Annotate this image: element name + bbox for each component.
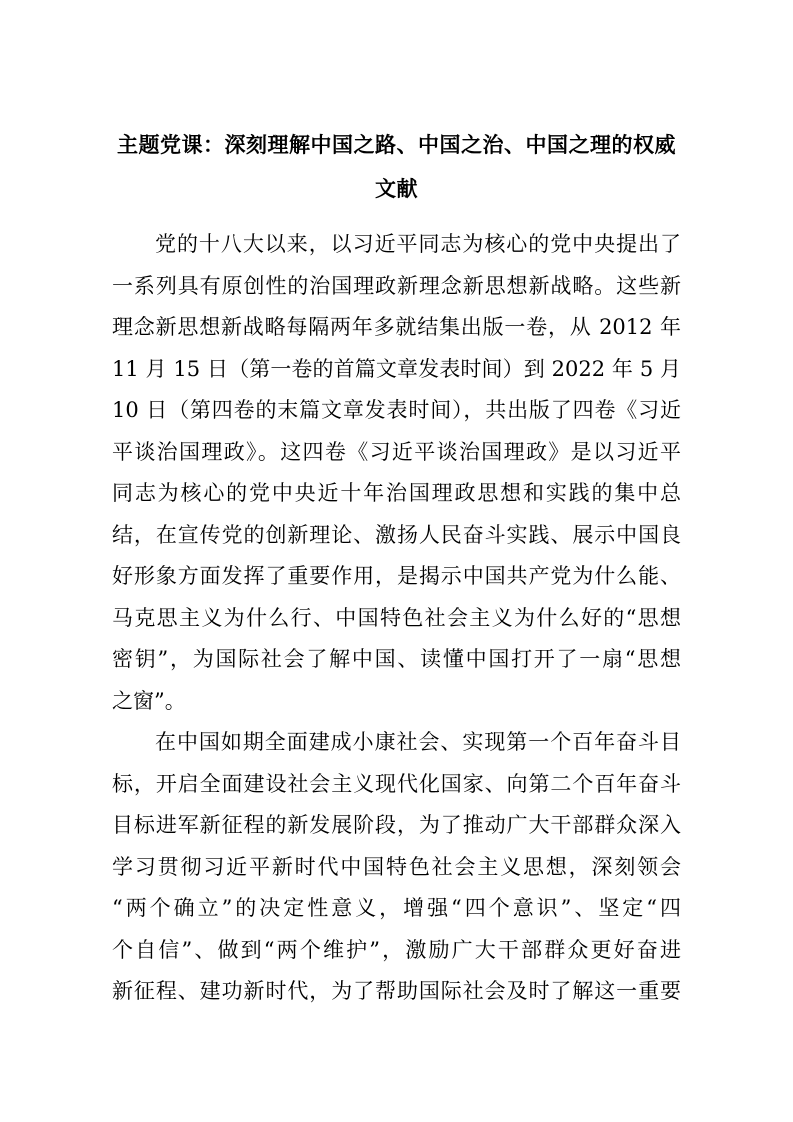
title-line-1: 主题党课：深刻理解中国之路、中国之治、中国之理的权威: [117, 132, 676, 157]
body-line: 目标进军新征程的新发展阶段，为了推动广大干部群众深入: [112, 813, 681, 837]
body-line: 一系列具有原创性的治国理政新理念新思想新战略。这些新: [112, 273, 681, 298]
body-line: 结，在宣传党的创新理论、激扬人民奋斗实践、展示中国良: [112, 522, 681, 547]
body-line: 标，开启全面建设社会主义现代化国家、向第二个百年奋斗: [112, 771, 681, 796]
body-line: 新征程、建功新时代，为了帮助国际社会及时了解这一重要: [112, 979, 681, 1003]
body-line: 党的十八大以来，以习近平同志为核心的党中央提出了: [155, 232, 681, 256]
paragraph-2: [112, 722, 681, 1013]
body-line: 之窗”。: [112, 688, 186, 713]
paragraph-1: [112, 224, 681, 722]
body-line: 理念新思想新战略每隔两年多就结集出版一卷，从 2012 年: [112, 315, 681, 339]
body-line: 马克思主义为什么行、中国特色社会主义为什么好的“思想: [112, 605, 681, 630]
body-line: 11 月 15 日（第一卷的首篇文章发表时间）到 2022 年 5 月: [112, 356, 681, 381]
document-body: [112, 224, 681, 1013]
body-line: 平谈治国理政》。这四卷《习近平谈治国理政》是以习近平: [112, 439, 681, 464]
document-title: [112, 123, 681, 211]
body-line: 密钥”，为国际社会了解中国、读懂中国打开了一扇“思想: [112, 647, 681, 671]
title-line-2: 文献: [375, 176, 418, 201]
body-line: 同志为核心的党中央近十年治国理政思想和实践的集中总: [112, 481, 681, 505]
body-line: 10 日（第四卷的末篇文章发表时间），共出版了四卷《习近: [112, 398, 681, 422]
body-line: 学习贯彻习近平新时代中国特色社会主义思想，深刻领会: [112, 854, 681, 879]
body-line: 在中国如期全面建成小康社会、实现第一个百年奋斗目: [155, 730, 681, 754]
document-content: [112, 123, 681, 1013]
body-line: “两个确立”的决定性意义，增强“四个意识”、坚定“四: [112, 896, 681, 920]
body-line: 个自信”、做到“两个维护”，激励广大干部群众更好奋进: [112, 937, 681, 962]
body-line: 好形象方面发挥了重要作用，是揭示中国共产党为什么能、: [112, 564, 681, 588]
